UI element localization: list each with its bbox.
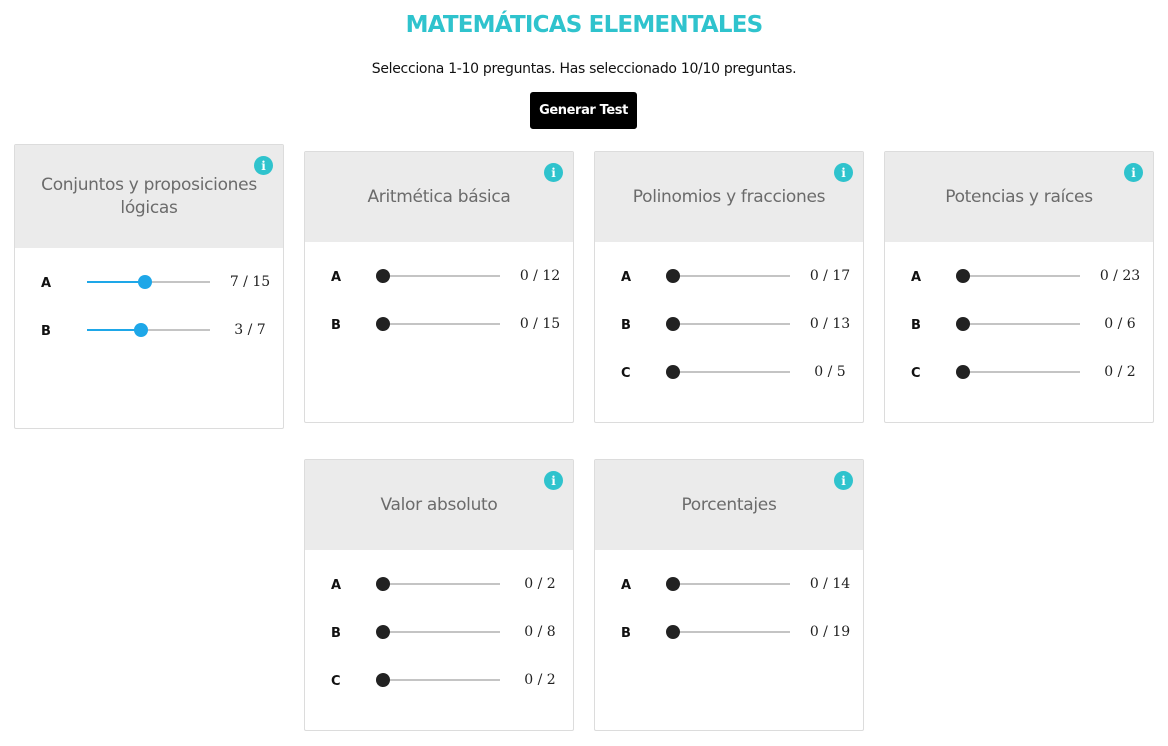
- question-row: [305, 563, 573, 611]
- slider-thumb[interactable]: [134, 323, 148, 337]
- topic-card-aritmetica: [304, 151, 574, 423]
- slider-list: [595, 242, 863, 399]
- question-slider[interactable]: [377, 317, 500, 331]
- row-count: 0 / 13: [809, 316, 851, 332]
- slider-list: [15, 248, 283, 357]
- question-slider[interactable]: [957, 269, 1080, 283]
- card-title: Conjuntos y proposiciones lógicas: [41, 174, 257, 218]
- card-title: Valor absoluto: [380, 494, 498, 515]
- row-count: 3 / 7: [234, 322, 266, 338]
- row-label: B: [331, 318, 341, 333]
- slider-track: [377, 583, 500, 585]
- row-label: A: [621, 270, 632, 285]
- info-icon[interactable]: i: [254, 156, 273, 175]
- slider-track: [667, 323, 790, 325]
- slider-track: [377, 631, 500, 633]
- slider-track: [667, 583, 790, 585]
- info-icon[interactable]: i: [544, 471, 563, 490]
- slider-fill: [87, 329, 141, 331]
- question-slider[interactable]: [377, 577, 500, 591]
- question-row: [885, 303, 1153, 351]
- row-label: B: [621, 626, 631, 641]
- question-row: [15, 261, 283, 309]
- slider-track: [377, 275, 500, 277]
- topic-card-porcentajes: [594, 459, 864, 731]
- card-header: [305, 152, 573, 242]
- row-label: C: [911, 366, 921, 381]
- slider-track: [667, 275, 790, 277]
- page-title: MATEMÁTICAS ELEMENTALES: [405, 12, 763, 38]
- info-icon[interactable]: i: [834, 471, 853, 490]
- question-slider[interactable]: [667, 317, 790, 331]
- info-icon[interactable]: i: [544, 163, 563, 182]
- row-count: 0 / 6: [1104, 316, 1136, 332]
- question-row: [885, 255, 1153, 303]
- question-slider[interactable]: [667, 577, 790, 591]
- slider-thumb[interactable]: [376, 625, 390, 639]
- question-row: [595, 611, 863, 659]
- question-slider[interactable]: [377, 625, 500, 639]
- topic-card-potencias: [884, 151, 1154, 423]
- slider-thumb[interactable]: [666, 625, 680, 639]
- slider-track: [667, 371, 790, 373]
- topic-card-conjuntos: [14, 144, 284, 429]
- row-count: 7 / 15: [229, 274, 271, 290]
- question-slider[interactable]: [957, 317, 1080, 331]
- question-row: [885, 351, 1153, 399]
- selection-status: Selecciona 1-10 preguntas. Has seleccionado 10/10 preguntas.: [371, 61, 797, 77]
- row-label: A: [911, 270, 922, 285]
- card-title: Polinomios y fracciones: [632, 186, 826, 207]
- card-header: [595, 152, 863, 242]
- row-label: B: [621, 318, 631, 333]
- slider-track: [377, 679, 500, 681]
- card-title: Potencias y raíces: [945, 186, 1093, 207]
- row-count: 0 / 2: [524, 576, 556, 592]
- row-label: A: [41, 276, 52, 291]
- card-title: Aritmética básica: [367, 186, 511, 207]
- question-slider[interactable]: [377, 269, 500, 283]
- question-slider[interactable]: [87, 323, 210, 337]
- generate-test-button[interactable]: Generar Test: [530, 92, 637, 129]
- question-slider[interactable]: [667, 365, 790, 379]
- question-slider[interactable]: [377, 673, 500, 687]
- slider-thumb[interactable]: [666, 269, 680, 283]
- slider-list: [885, 242, 1153, 399]
- row-count: 0 / 12: [519, 268, 561, 284]
- row-count: 0 / 15: [519, 316, 561, 332]
- slider-track: [667, 631, 790, 633]
- row-count: 0 / 5: [814, 364, 846, 380]
- question-row: [15, 309, 283, 357]
- row-label: A: [621, 578, 632, 593]
- topic-card-valor-absoluto: [304, 459, 574, 731]
- row-count: 0 / 8: [524, 624, 556, 640]
- slider-track: [957, 275, 1080, 277]
- topic-card-polinomios: [594, 151, 864, 423]
- slider-thumb[interactable]: [666, 365, 680, 379]
- slider-thumb[interactable]: [376, 673, 390, 687]
- slider-list: [305, 550, 573, 707]
- slider-fill: [87, 281, 145, 283]
- slider-track: [957, 371, 1080, 373]
- slider-thumb[interactable]: [956, 317, 970, 331]
- row-count: 0 / 2: [524, 672, 556, 688]
- slider-track: [377, 323, 500, 325]
- slider-thumb[interactable]: [956, 269, 970, 283]
- row-label: C: [331, 674, 341, 689]
- row-count: 0 / 17: [809, 268, 851, 284]
- question-row: [305, 303, 573, 351]
- question-slider[interactable]: [667, 269, 790, 283]
- question-row: [305, 659, 573, 707]
- row-label: B: [41, 324, 51, 339]
- slider-thumb[interactable]: [138, 275, 152, 289]
- slider-thumb[interactable]: [666, 577, 680, 591]
- question-row: [305, 611, 573, 659]
- row-count: 0 / 19: [809, 624, 851, 640]
- slider-list: [305, 242, 573, 351]
- slider-thumb[interactable]: [376, 269, 390, 283]
- row-label: A: [331, 270, 342, 285]
- question-row: [595, 351, 863, 399]
- card-header: [595, 460, 863, 550]
- slider-thumb[interactable]: [376, 577, 390, 591]
- question-slider[interactable]: [957, 365, 1080, 379]
- row-label: A: [331, 578, 342, 593]
- question-row: [305, 255, 573, 303]
- card-header: [305, 460, 573, 550]
- slider-thumb[interactable]: [666, 317, 680, 331]
- question-row: [595, 563, 863, 611]
- info-icon[interactable]: i: [834, 163, 853, 182]
- card-header: [885, 152, 1153, 242]
- slider-thumb[interactable]: [376, 317, 390, 331]
- row-count: 0 / 23: [1099, 268, 1141, 284]
- slider-list: [595, 550, 863, 659]
- row-label: C: [621, 366, 631, 381]
- row-label: B: [911, 318, 921, 333]
- question-slider[interactable]: [667, 625, 790, 639]
- question-row: [595, 303, 863, 351]
- question-slider[interactable]: [87, 275, 210, 289]
- slider-track: [957, 323, 1080, 325]
- row-count: 0 / 14: [809, 576, 851, 592]
- card-header: [15, 145, 283, 248]
- row-count: 0 / 2: [1104, 364, 1136, 380]
- question-row: [595, 255, 863, 303]
- card-title: Porcentajes: [681, 494, 777, 515]
- row-label: B: [331, 626, 341, 641]
- slider-thumb[interactable]: [956, 365, 970, 379]
- info-icon[interactable]: i: [1124, 163, 1143, 182]
